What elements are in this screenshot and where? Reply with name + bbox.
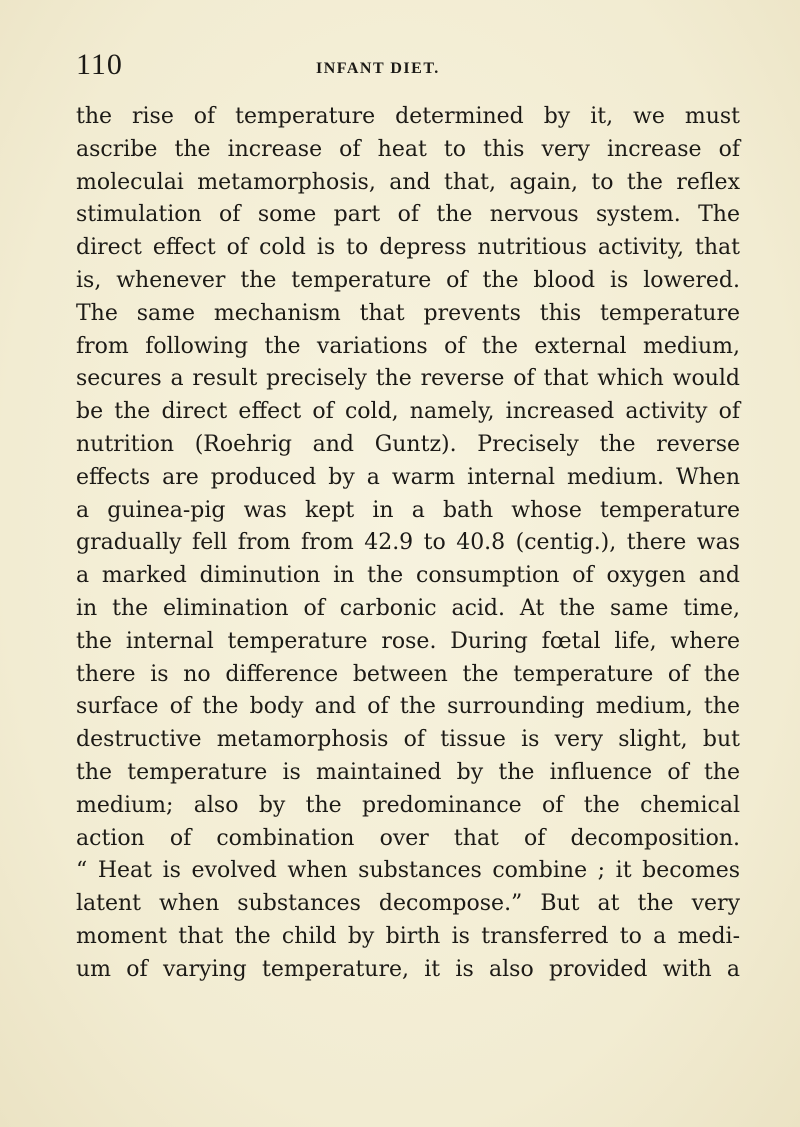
text-line: The same mechanism that prevents this temperature [76, 300, 740, 326]
text-line: a marked diminution in the consumption of oxygen and [76, 563, 740, 589]
body-text [76, 101, 740, 987]
text-line: is, whenever the temperature of the blood is lowered. [76, 267, 740, 293]
text-line: moment that the child by birth is transferred to a medi- [76, 923, 740, 949]
text-line: nutrition (Roehrig and Guntz). Precisely the reverse [76, 431, 740, 457]
text-line: gradually fell from from 42.9 to 40.8 (centig.), there was [76, 530, 740, 556]
text-line: latent when substances decompose.” But at the very [76, 891, 740, 917]
text-line: surface of the body and of the surrounding medium, the [76, 694, 740, 720]
text-line: ascribe the increase of heat to this very increase of [76, 136, 740, 162]
text-line: effects are produced by a warm internal medium. When [76, 464, 740, 490]
text-line: destructive metamorphosis of tissue is very slight, but [76, 727, 740, 753]
text-line: the rise of temperature determined by it, we must [76, 104, 740, 129]
text-line: direct effect of cold is to depress nutritious activity, that [76, 235, 740, 261]
page-header [76, 48, 736, 88]
text-line: there is no difference between the temperature of the [76, 661, 740, 687]
text-line: moleculai metamorphosis, and that, again, to the reflex [76, 169, 740, 195]
text-line: “ Heat is evolved when substances combine ; it becomes [76, 858, 740, 884]
text-line: a guinea-pig was kept in a bath whose temperature [76, 497, 740, 523]
text-line: um of varying temperature, it is also provided with a [76, 956, 740, 982]
text-line: be the direct effect of cold, namely, increased activity of [76, 399, 740, 425]
text-line: in the elimination of carbonic acid. At the same time, [76, 595, 740, 621]
text-line: the internal temperature rose. During fœtal life, where [76, 628, 740, 654]
running-title: INFANT DIET. [316, 60, 440, 77]
text-line: stimulation of some part of the nervous system. The [76, 202, 740, 228]
text-line: secures a result precisely the reverse of that which would [76, 366, 740, 392]
text-line: medium; also by the predominance of the chemical [76, 792, 740, 818]
text-line: action of combination over that of decomposition. [76, 825, 740, 851]
page-number: 110 [76, 48, 123, 81]
text-line: the temperature is maintained by the influence of the [76, 759, 740, 785]
text-line: from following the variations of the external medium, [76, 333, 740, 359]
